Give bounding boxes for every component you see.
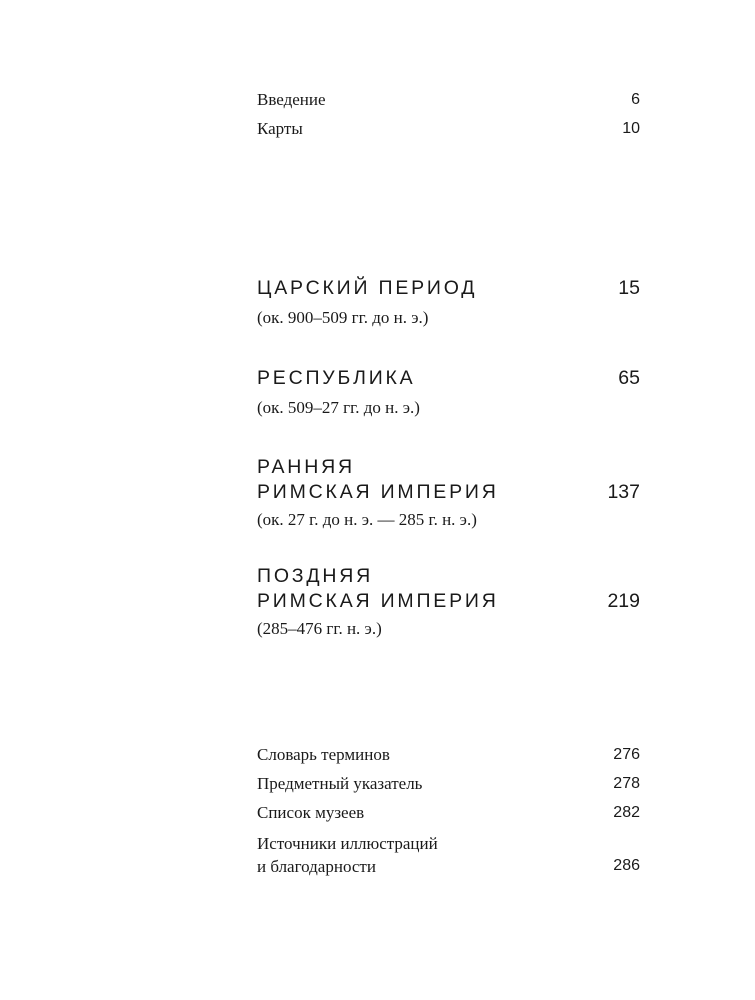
toc-entry-museums[interactable] xyxy=(257,802,640,824)
chapter-title: РЕСПУБЛИКА xyxy=(257,367,416,389)
chapter-period: (ок. 900–509 гг. до н. э.) xyxy=(257,308,429,327)
chapter-title: ЦАРСКИЙ ПЕРИОД xyxy=(257,277,478,299)
toc-chapter-republic[interactable] xyxy=(257,366,640,419)
toc-entry-credits[interactable] xyxy=(257,832,640,878)
toc-chapter-late-empire[interactable] xyxy=(257,564,640,640)
toc-entry-introduction[interactable] xyxy=(257,89,640,111)
toc-entry-page: 286 xyxy=(613,857,640,874)
toc-entry-glossary[interactable] xyxy=(257,744,640,766)
toc-entry-page: 10 xyxy=(622,120,640,137)
toc-entry-label: Предметный указатель xyxy=(257,774,423,793)
chapter-period: (ок. 509–27 гг. до н. э.) xyxy=(257,398,420,417)
chapter-title: РАННЯЯ РИМСКАЯ ИМПЕРИЯ xyxy=(257,456,499,503)
chapter-page: 219 xyxy=(607,590,640,612)
toc-entry-label: Список музеев xyxy=(257,803,365,822)
toc-entry-label: Карты xyxy=(257,119,303,138)
toc-entry-page: 282 xyxy=(613,804,640,821)
toc-entry-label: Введение xyxy=(257,90,326,109)
chapter-page: 137 xyxy=(607,481,640,503)
toc-entry-label: Словарь терминов xyxy=(257,745,390,764)
toc-chapter-regal-period[interactable] xyxy=(257,276,640,329)
chapter-period: (285–476 гг. н. э.) xyxy=(257,619,382,638)
chapter-page: 15 xyxy=(618,277,640,299)
toc-entry-page: 6 xyxy=(631,91,640,108)
toc-entry-maps[interactable] xyxy=(257,118,640,140)
toc-entry-label: Источники иллюстраций и благодарности xyxy=(257,834,438,876)
chapter-period: (ок. 27 г. до н. э. — 285 г. н. э.) xyxy=(257,510,477,529)
toc-entry-index[interactable] xyxy=(257,773,640,795)
toc-entry-page: 278 xyxy=(613,775,640,792)
toc-entry-page: 276 xyxy=(613,746,640,763)
chapter-title: ПОЗДНЯЯ РИМСКАЯ ИМПЕРИЯ xyxy=(257,565,499,612)
chapter-page: 65 xyxy=(618,367,640,389)
toc-chapter-early-empire[interactable] xyxy=(257,455,640,531)
